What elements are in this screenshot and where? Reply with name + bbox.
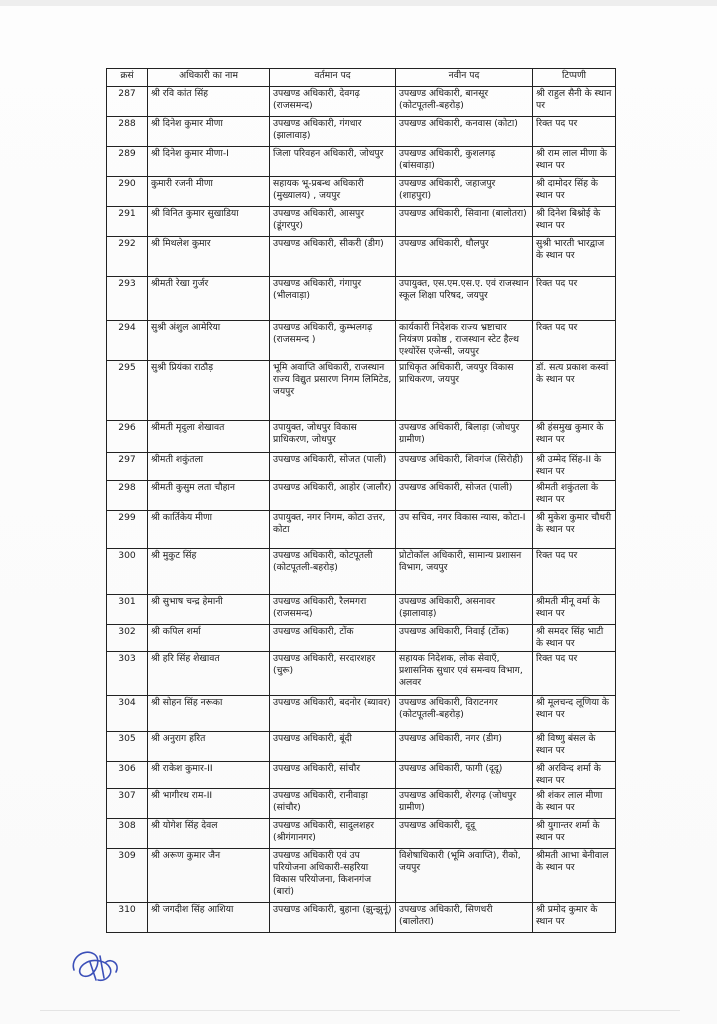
cell-officer-name: श्री मिथलेश कुमार [148,237,270,277]
cell-serial: 310 [107,903,148,933]
table-row [107,789,616,819]
cell-serial: 296 [107,421,148,453]
cell-officer-name: श्री कपिल शर्मा [148,625,270,652]
cell-new-post: कार्यकारी निदेशक राज्य भ्रष्टाचार नियंत्रण प्रकोष्ठ , राजस्थान स्टेट हैल्थ एश्योरेंस एजेन्सी, जयपुर [396,321,533,361]
cell-current-post: उपखण्ड अधिकारी, कुम्भलगढ़ (राजसमन्द ) [270,321,396,361]
cell-serial: 297 [107,453,148,481]
cell-remark: श्री हंसमुख कुमार के स्थान पर [533,421,616,453]
table-row [107,511,616,549]
cell-remark: रिक्त पद पर [533,117,616,147]
cell-serial: 290 [107,177,148,207]
header-officer-name: अधिकारी का नाम [148,69,270,87]
table-row [107,819,616,849]
cell-officer-name: सुश्री प्रियंका राठौड़ [148,361,270,421]
table-row [107,321,616,361]
cell-serial: 287 [107,87,148,117]
cell-serial: 306 [107,762,148,789]
cell-new-post: प्राधिकृत अधिकारी, जयपुर विकास प्राधिकरण, जयपुर [396,361,533,421]
cell-new-post: उपखण्ड अधिकारी, कनवास (कोटा) [396,117,533,147]
table-row [107,177,616,207]
cell-current-post: उपखण्ड अधिकारी, आहोर (जालौर) [270,481,396,511]
cell-officer-name: श्रीमती कुसुम लता चौहान [148,481,270,511]
table-row [107,652,616,696]
cell-serial: 305 [107,732,148,762]
table-header-row [107,69,616,87]
cell-new-post: प्रोटोकॉल अधिकारी, सामान्य प्रशासन विभाग, जयपुर [396,549,533,595]
cell-new-post: उपायुक्त, एस.एम.एस.ए. एवं राजस्थान स्कूल शिक्षा परिषद, जयपुर [396,277,533,321]
table-row [107,732,616,762]
cell-serial: 300 [107,549,148,595]
cell-officer-name: श्री राकेश कुमार-II [148,762,270,789]
cell-remark: श्रीमती शकुंतला के स्थान पर [533,481,616,511]
cell-remark: श्री दिनेश बिश्नोई के स्थान पर [533,207,616,237]
cell-remark: श्री समदर सिंह भाटी के स्थान पर [533,625,616,652]
cell-remark: श्री विष्णु बंसल के स्थान पर [533,732,616,762]
cell-current-post: उपखण्ड अधिकारी, सोजत (पाली) [270,453,396,481]
cell-new-post: सहायक निदेशक, लोक सेवाएँ, प्रशासनिक सुधार एवं समन्वय विभाग, अलवर [396,652,533,696]
cell-officer-name: श्री दिनेश कुमार मीणा-I [148,147,270,177]
cell-current-post: उपखण्ड अधिकारी एवं उप परियोजना अधिकारी-सहरिया विकास परियोजना, किशनगंज (बारां) [270,849,396,903]
cell-current-post: उपखण्ड अधिकारी, कोटपूतली (कोटपूतली-बहरोड़) [270,549,396,595]
cell-new-post: उपखण्ड अधिकारी, सिवाना (बालोतरा) [396,207,533,237]
cell-officer-name: श्रीमती शकुंतला [148,453,270,481]
cell-remark: रिक्त पद पर [533,549,616,595]
cell-serial: 299 [107,511,148,549]
cell-new-post: उप सचिव, नगर विकास न्यास, कोटा-I [396,511,533,549]
cell-current-post: उपखण्ड अधिकारी, सांचौर [270,762,396,789]
cell-remark: श्री राम लाल मीणा के स्थान पर [533,147,616,177]
cell-remark: श्री शंकर लाल मीणा के स्थान पर [533,789,616,819]
cell-remark: श्री प्रमोद कुमार के स्थान पर [533,903,616,933]
cell-current-post: उपखण्ड अधिकारी, टोंक [270,625,396,652]
transfer-table [106,68,616,933]
table-row [107,453,616,481]
header-new-post: नवीन पद [396,69,533,87]
cell-current-post: उपखण्ड अधिकारी, सादुलशहर (श्रीगंगानगर) [270,819,396,849]
cell-new-post: उपखण्ड अधिकारी, धौलपुर [396,237,533,277]
cell-remark: श्रीमती आभा बेनीवाल के स्थान पर [533,849,616,903]
cell-remark: श्री युगान्तर शर्मा के स्थान पर [533,819,616,849]
cell-serial: 289 [107,147,148,177]
cell-serial: 295 [107,361,148,421]
cell-remark: श्री मुकेश कुमार चौधरी के स्थान पर [533,511,616,549]
cell-officer-name: श्री भागीरथ राम-II [148,789,270,819]
cell-current-post: उपखण्ड अधिकारी, बदनोर (ब्यावर) [270,696,396,732]
cell-serial: 292 [107,237,148,277]
cell-officer-name: श्री सोहन सिंह नरूका [148,696,270,732]
cell-remark: रिक्त पद पर [533,277,616,321]
cell-remark: श्री मूलचन्द लूणिया के स्थान पर [533,696,616,732]
cell-officer-name: श्री अनुराग हरित [148,732,270,762]
cell-officer-name: श्री जगदीश सिंह आशिया [148,903,270,933]
cell-current-post: उपायुक्त, जोधपुर विकास प्राधिकरण, जोधपुर [270,421,396,453]
cell-current-post: भूमि अवाप्ति अधिकारी, राजस्थान राज्य विद्युत प्रसारण निगम लिमिटेड, जयपुर [270,361,396,421]
cell-new-post: उपखण्ड अधिकारी, दूदू [396,819,533,849]
table-row [107,903,616,933]
cell-serial: 298 [107,481,148,511]
cell-current-post: उपखण्ड अधिकारी, आसपुर (डूंगरपुर) [270,207,396,237]
cell-current-post: उपखण्ड अधिकारी, सरदारशहर (चुरू) [270,652,396,696]
cell-current-post: उपखण्ड अधिकारी, सीकरी (डीग) [270,237,396,277]
cell-serial: 301 [107,595,148,625]
cell-officer-name: श्री मुकुट सिंह [148,549,270,595]
cell-officer-name: कुमारी रजनी मीणा [148,177,270,207]
cell-new-post: उपखण्ड अधिकारी, कुशलगढ़ (बांसवाड़ा) [396,147,533,177]
cell-officer-name: श्री रवि कांत सिंह [148,87,270,117]
cell-serial: 307 [107,789,148,819]
cell-new-post: उपखण्ड अधिकारी, फागी (दूदू) [396,762,533,789]
table-row [107,117,616,147]
table-row [107,87,616,117]
cell-remark: डॉ. सत्य प्रकाश कस्वां के स्थान पर [533,361,616,421]
table-row [107,595,616,625]
table-row [107,849,616,903]
cell-current-post: उपखण्ड अधिकारी, गंगापुर (भीलवाड़ा) [270,277,396,321]
cell-new-post: उपखण्ड अधिकारी, विराटनगर (कोटपूतली-बहरोड़) [396,696,533,732]
table-row [107,481,616,511]
cell-current-post: उपखण्ड अधिकारी, देवगढ़ (राजसमन्द) [270,87,396,117]
header-remark: टिप्पणी [533,69,616,87]
signature-icon [66,940,126,990]
cell-new-post: उपखण्ड अधिकारी, असनावर (झालावाड़) [396,595,533,625]
cell-officer-name: श्री कार्तिकेय मीणा [148,511,270,549]
header-serial: क्रसं [107,69,148,87]
cell-serial: 309 [107,849,148,903]
table-row [107,762,616,789]
cell-current-post: उपखण्ड अधिकारी, बूंदी [270,732,396,762]
cell-current-post: सहायक भू-प्रबन्ध अधिकारी (मुख्यालय) , जयपुर [270,177,396,207]
table-row [107,696,616,732]
cell-current-post: उपखण्ड अधिकारी, बुहाना (झुन्झुनूं) [270,903,396,933]
table-row [107,237,616,277]
cell-officer-name: श्री दिनेश कुमार मीणा [148,117,270,147]
cell-new-post: उपखण्ड अधिकारी, सिणधरी (बालोतरा) [396,903,533,933]
cell-new-post: उपखण्ड अधिकारी, निवाई (टोंक) [396,625,533,652]
cell-current-post: उपखण्ड अधिकारी, रानीवाड़ा (सांचौर) [270,789,396,819]
footer-rule [40,1010,680,1011]
cell-serial: 303 [107,652,148,696]
table-row [107,421,616,453]
cell-current-post: उपायुक्त, नगर निगम, कोटा उत्तर, कोटा [270,511,396,549]
cell-remark: श्री उम्मेद सिंह-II के स्थान पर [533,453,616,481]
cell-remark: श्री अरविन्द शर्मा के स्थान पर [533,762,616,789]
cell-current-post: उपखण्ड अधिकारी, गंगधार (झालावाड़) [270,117,396,147]
cell-officer-name: श्री योगेश सिंह देवल [148,819,270,849]
table-row [107,207,616,237]
cell-current-post: जिला परिवहन अधिकारी, जोधपुर [270,147,396,177]
cell-new-post: उपखण्ड अधिकारी, बानसूर (कोटपूतली-बहरोड़) [396,87,533,117]
table-row [107,277,616,321]
cell-serial: 294 [107,321,148,361]
cell-new-post: विशेषाधिकारी (भूमि अवाप्ति), रीको, जयपुर [396,849,533,903]
cell-serial: 288 [107,117,148,147]
cell-officer-name: श्री हरि सिंह शेखावत [148,652,270,696]
cell-remark: श्री राहुल सैनी के स्थान पर [533,87,616,117]
table-row [107,147,616,177]
cell-officer-name: श्रीमती मृदुला शेखावत [148,421,270,453]
cell-remark: सुश्री भारती भारद्वाज के स्थान पर [533,237,616,277]
scan-edge [0,0,717,6]
cell-new-post: उपखण्ड अधिकारी, जहाजपुर (शाहपुरा) [396,177,533,207]
table-row [107,549,616,595]
cell-remark: श्रीमती मीनू वर्मा के स्थान पर [533,595,616,625]
cell-serial: 308 [107,819,148,849]
cell-remark: रिक्त पद पर [533,321,616,361]
cell-new-post: उपखण्ड अधिकारी, शेरगढ़ (जोधपुर ग्रामीण) [396,789,533,819]
table-row [107,625,616,652]
cell-officer-name: सुश्री अंशुल आमेरिया [148,321,270,361]
cell-new-post: उपखण्ड अधिकारी, सोजत (पाली) [396,481,533,511]
cell-remark: श्री दामोदर सिंह के स्थान पर [533,177,616,207]
cell-new-post: उपखण्ड अधिकारी, शिवगंज (सिरोही) [396,453,533,481]
cell-current-post: उपखण्ड अधिकारी, रैलमगरा (राजसमन्द) [270,595,396,625]
table-row [107,361,616,421]
cell-new-post: उपखण्ड अधिकारी, बिलाड़ा (जोधपुर ग्रामीण) [396,421,533,453]
header-current-post: वर्तमान पद [270,69,396,87]
cell-new-post: उपखण्ड अधिकारी, नगर (डीग) [396,732,533,762]
cell-officer-name: श्री सुभाष चन्द्र हेमानी [148,595,270,625]
cell-remark: रिक्त पद पर [533,652,616,696]
cell-officer-name: श्रीमती रेखा गुर्जर [148,277,270,321]
cell-serial: 302 [107,625,148,652]
cell-officer-name: श्री अरूण कुमार जैन [148,849,270,903]
cell-serial: 293 [107,277,148,321]
cell-serial: 304 [107,696,148,732]
cell-serial: 291 [107,207,148,237]
cell-officer-name: श्री विनित कुमार सुखाडिया [148,207,270,237]
